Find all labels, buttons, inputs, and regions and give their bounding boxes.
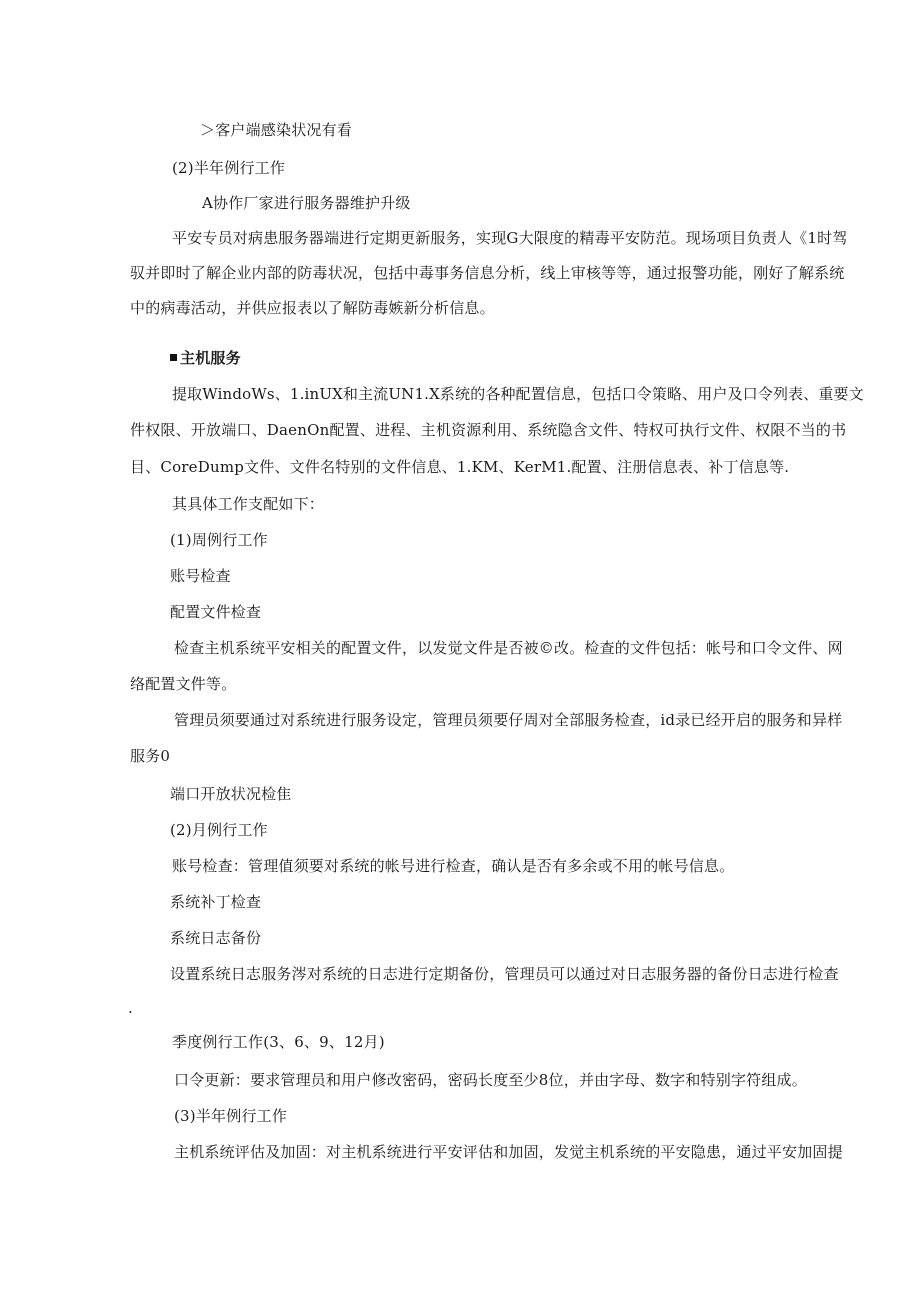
text-line: 配置文件检查: [170, 603, 262, 621]
text-line: ＞客户端感染状况有看: [200, 121, 353, 139]
paragraph-line: 检查主机系统平安相关的配置文件，以发觉文件是否被©改。检查的文件包括：帐号和口令文件、网: [174, 639, 843, 657]
paragraph-line: 设置系统日志服务涔对系统的日志进行定期备份，管理员可以通过对日志服务器的备份日志进行检查: [170, 965, 839, 983]
section-label: (3)半年例行工作: [174, 1107, 288, 1125]
paragraph-line: 件权限、开放端口、DaenOn配置、进程、主机资源利用、系统隐含文件、特权可执行文件、权限不当的书: [130, 421, 847, 439]
text-line: 其具体工作支配如下：: [172, 495, 325, 513]
paragraph-line: 目、CoreDump文件、文件名特别的文件信息、1.KM、KerM1.配置、注册信息表、补丁信息等.: [130, 458, 790, 476]
paragraph-line: 驭并即时了解企业内部的防毒状况，包括中毒事务信息分析，线上审核等等，通过报警功能，刚好了解系统: [130, 264, 845, 282]
section-label: (1)周例行工作: [170, 531, 268, 549]
section-heading: [170, 348, 241, 368]
text-line: 系统补丁检查: [170, 893, 262, 911]
paragraph-line: 平安专员对病患服务器端进行定期更新服务，实现G大限度的精毒平安防范。现场项目负责人《1时驾: [172, 229, 848, 247]
square-bullet-icon: [170, 354, 177, 361]
paragraph-line: 主机系统评估及加固：对主机系统进行平安评估和加固，发觉主机系统的平安隐患，通过平安加固提: [174, 1143, 843, 1161]
section-label: 季度例行工作(3、6、9、12月): [172, 1033, 385, 1051]
paragraph-line: 中的病毒活动，并供应报表以了解防毒嫉新分析信息。: [130, 299, 495, 317]
paragraph-line: 络配置文件等。: [130, 675, 237, 693]
paragraph-line: .: [128, 999, 133, 1017]
text-line: 账号检查: [170, 567, 231, 585]
section-label: (2)月例行工作: [170, 821, 268, 839]
paragraph-line: 账号检查：管理值须要对系统的帐号进行检查，确认是否有多余或不用的帐号信息。: [172, 857, 735, 875]
heading-text: 主机服务: [180, 349, 241, 367]
paragraph-line: 服务0: [130, 747, 171, 765]
text-line: A协作厂家进行服务器维护升级: [202, 194, 411, 212]
text-line: 系统日志备份: [170, 929, 262, 947]
paragraph-line: 提取WindoWs、1.inUX和主流UN1.X系统的各种配置信息，包括口令策略、用户及口令列表、重要文: [172, 385, 864, 403]
paragraph-line: 口令更新：要求管理员和用户修改密码，密码长度至少8位，并由字母、数字和特别字符组成。: [174, 1071, 807, 1089]
text-line: 端口开放状况检隹: [170, 785, 292, 803]
section-label: (2)半年例行工作: [172, 159, 286, 177]
paragraph-line: 管理员须要通过对系统进行服务设定，管理员须要仔周对全部服务检查，id录已经开启的服务和异样: [174, 711, 843, 729]
